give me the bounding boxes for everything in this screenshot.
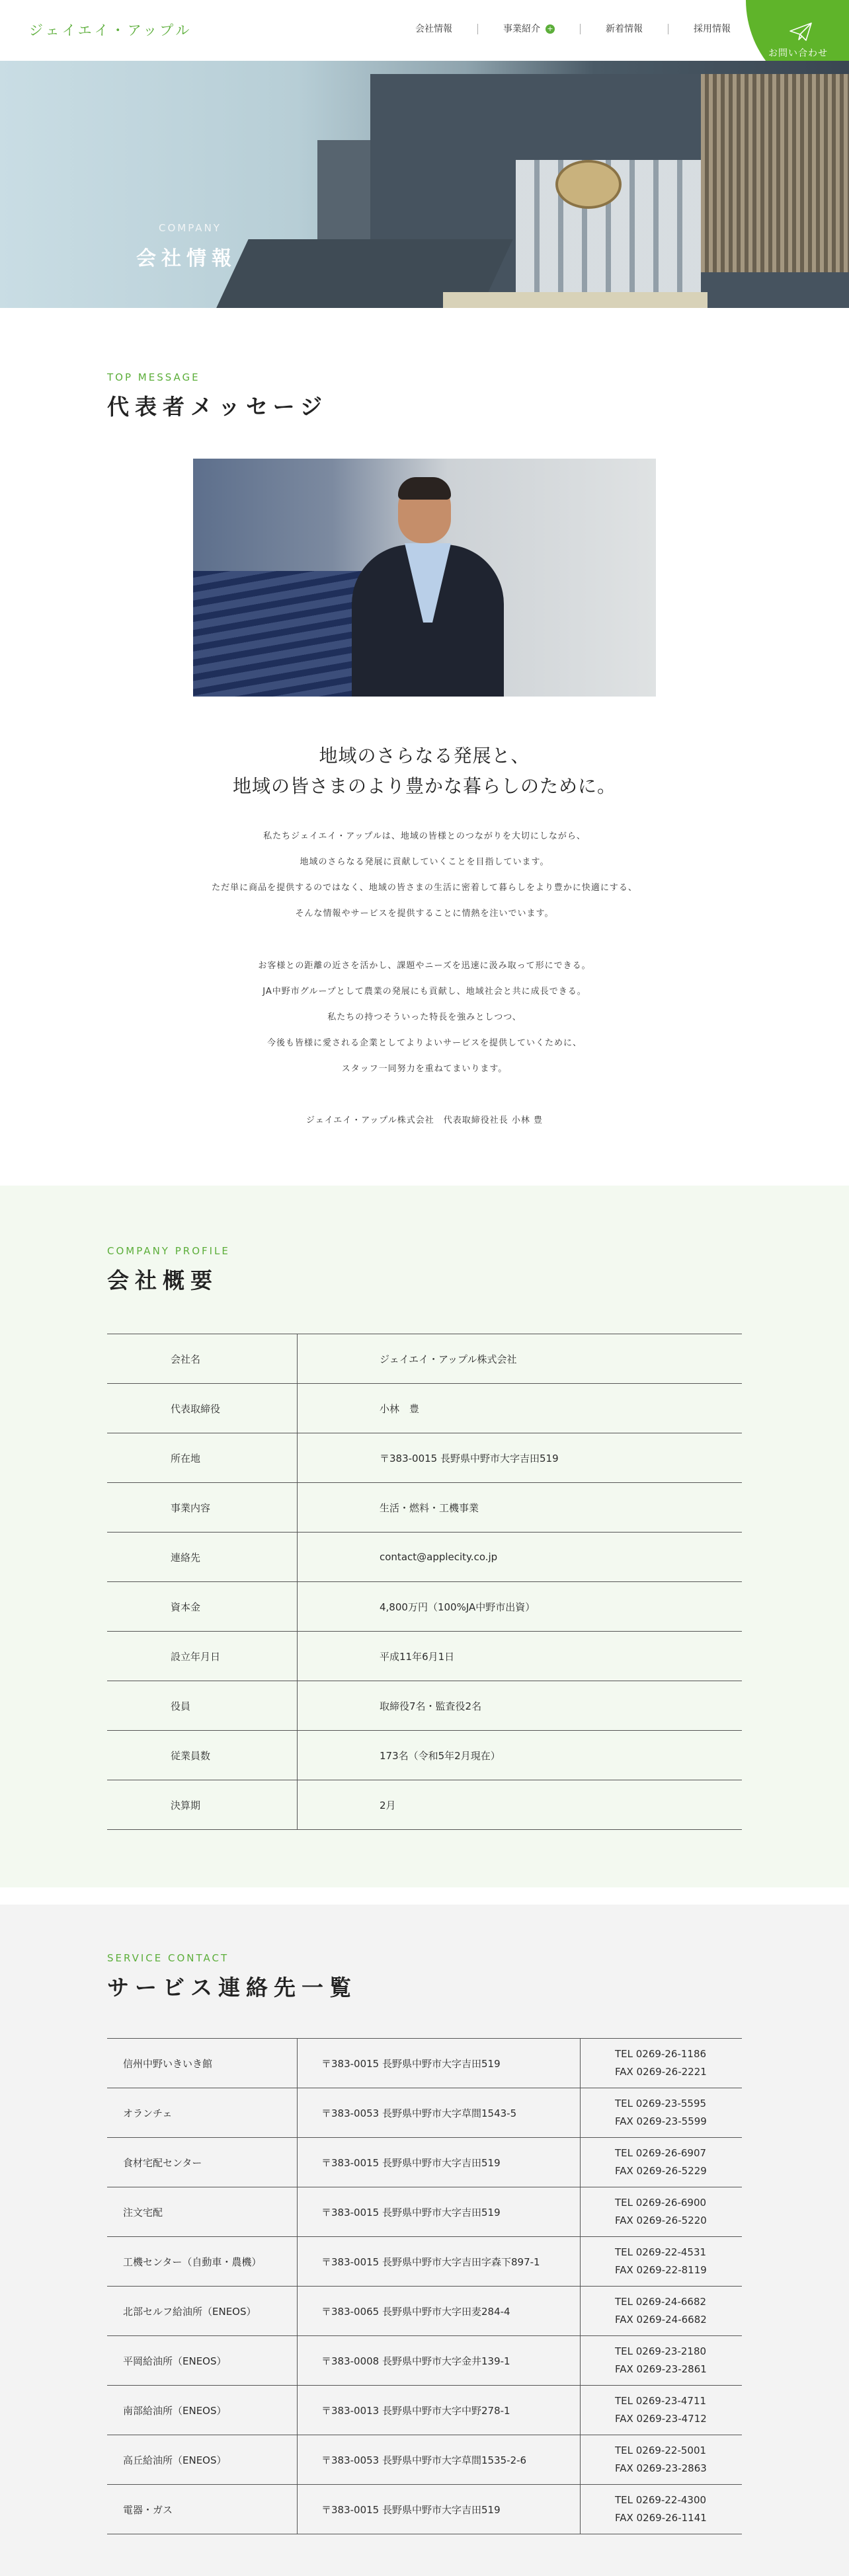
service-address: 〒383-0015 長野県中野市大字吉田519 [298, 2485, 581, 2534]
service-name: オランチェ [107, 2088, 298, 2137]
row-value: 取締役7名・監査役2名 [380, 1700, 482, 1712]
message-text: そんな情報やサービスを提供することに情熱を注いでいます。 [295, 909, 554, 919]
service-address: 〒383-0053 長野県中野市大字草間1535-2-6 [298, 2435, 581, 2484]
service-tel[interactable]: TEL 0269-22-4531 [615, 2246, 707, 2258]
message-signature: ジェイエイ・アップル株式会社 代表取締役社長 小林 豊 [305, 1116, 544, 1125]
table-row [107, 1582, 742, 1632]
row-key: 設立年月日 [107, 1632, 298, 1681]
service-name: 高丘給油所（ENEOS） [107, 2435, 298, 2484]
table-row [107, 1780, 742, 1830]
table-row [107, 2287, 742, 2336]
row-value: 小林 豊 [380, 1402, 420, 1415]
service-tel[interactable]: TEL 0269-22-5001 [615, 2444, 707, 2456]
global-nav [390, 24, 756, 34]
plus-icon: + [546, 24, 555, 34]
section-label-en: TOP MESSAGE [107, 371, 200, 383]
row-key: 従業員数 [107, 1731, 298, 1780]
nav-item-recruit[interactable] [668, 24, 756, 34]
service-address: 〒383-0065 長野県中野市大字田麦284-4 [298, 2287, 581, 2335]
service-name: 電器・ガス [107, 2485, 298, 2534]
row-key: 代表取締役 [107, 1384, 298, 1433]
service-tel[interactable]: TEL 0269-23-5595 [615, 2098, 707, 2109]
service-name: 南部給油所（ENEOS） [107, 2386, 298, 2435]
service-fax: FAX 0269-24-6682 [615, 2314, 707, 2326]
row-key: 決算期 [107, 1780, 298, 1829]
row-key: 事業内容 [107, 1483, 298, 1532]
row-value: 〒383-0015 長野県中野市大字吉田519 [380, 1452, 559, 1464]
service-table [107, 2038, 742, 2534]
message-text: 私たちジェイエイ・アップルは、地域の皆様とのつながりを大切にしながら、 [263, 831, 586, 841]
site-header [0, 0, 849, 61]
nav-label: 会社情報 [415, 24, 452, 34]
table-row [107, 2336, 742, 2386]
service-tel[interactable]: TEL 0269-23-2180 [615, 2345, 707, 2357]
service-fax: FAX 0269-23-2863 [615, 2462, 707, 2474]
nav-item-business[interactable] [477, 24, 580, 34]
message-text: スタッフ一同努力を重ねてまいります。 [341, 1064, 508, 1074]
section-label-en: COMPANY PROFILE [107, 1245, 230, 1257]
section-title: 会社概要 [107, 1268, 218, 1293]
service-contact-section [0, 1905, 849, 2576]
service-address: 〒383-0015 長野県中野市大字吉田519 [298, 2138, 581, 2187]
row-value: 生活・燃料・工機事業 [380, 1501, 479, 1514]
nav-label: 採用情報 [694, 24, 731, 34]
message-text: 私たちの持つそういった特長を強みとしつつ、 [327, 1012, 522, 1022]
section-title: 代表者メッセージ [107, 394, 329, 420]
service-name: 北部セルフ給油所（ENEOS） [107, 2287, 298, 2335]
service-fax: FAX 0269-26-1141 [615, 2512, 707, 2524]
nav-label: 事業紹介 [503, 24, 540, 34]
row-value: 平成11年6月1日 [380, 1650, 455, 1663]
service-name: 注文宅配 [107, 2187, 298, 2236]
table-row [107, 2138, 742, 2187]
service-fax: FAX 0269-22-8119 [615, 2264, 707, 2276]
service-tel[interactable]: TEL 0269-24-6682 [615, 2296, 707, 2308]
contact-label: お問い合わせ [768, 48, 828, 59]
table-row [107, 1334, 742, 1384]
top-message-section [0, 308, 849, 1186]
service-tel[interactable]: TEL 0269-26-1186 [615, 2048, 707, 2060]
table-row [107, 2435, 742, 2485]
service-name: 食材宅配センター [107, 2138, 298, 2187]
section-divider [0, 1887, 849, 1905]
service-fax: FAX 0269-26-5229 [615, 2165, 707, 2177]
nav-item-company[interactable] [390, 24, 477, 34]
service-address: 〒383-0008 長野県中野市大字金井139-1 [298, 2336, 581, 2385]
table-row [107, 1681, 742, 1731]
section-label-en: SERVICE CONTACT [107, 1952, 229, 1964]
nav-item-news[interactable] [580, 24, 668, 34]
row-value: 173名（令和5年2月現在） [380, 1749, 501, 1762]
service-fax: FAX 0269-23-5599 [615, 2115, 707, 2127]
service-tel[interactable]: TEL 0269-26-6907 [615, 2147, 707, 2159]
service-name: 平岡給油所（ENEOS） [107, 2336, 298, 2385]
message-lead-1: 地域のさらなる発展と、 [319, 745, 530, 767]
row-key: 資本金 [107, 1582, 298, 1631]
contact-email-link[interactable]: contact@applecity.co.jp [380, 1551, 498, 1563]
table-row [107, 1483, 742, 1533]
hero-title-en: COMPANY [159, 222, 222, 234]
service-tel[interactable]: TEL 0269-23-4711 [615, 2395, 707, 2407]
service-address: 〒383-0053 長野県中野市大字草間1543-5 [298, 2088, 581, 2137]
company-profile-section [0, 1186, 849, 1887]
service-address: 〒383-0015 長野県中野市大字吉田519 [298, 2187, 581, 2236]
table-row [107, 1731, 742, 1780]
nav-label: 新着情報 [606, 24, 643, 34]
table-row [107, 2088, 742, 2138]
service-fax: FAX 0269-23-2861 [615, 2363, 707, 2375]
paper-plane-icon [789, 22, 812, 41]
row-key: 役員 [107, 1681, 298, 1730]
section-title: サービス連絡先一覧 [107, 1975, 357, 2000]
row-key: 連絡先 [107, 1533, 298, 1581]
row-value: ジェイエイ・アップル株式会社 [380, 1353, 517, 1365]
message-text: お客様との距離の近さを活かし、課題やニーズを迅速に汲み取って形にできる。 [258, 961, 591, 971]
hero-banner-image [443, 292, 708, 308]
table-row [107, 1533, 742, 1582]
table-row [107, 2485, 742, 2534]
service-fax: FAX 0269-23-4712 [615, 2413, 707, 2425]
hero-louver-image [701, 74, 849, 272]
service-fax: FAX 0269-26-2221 [615, 2066, 707, 2078]
service-address: 〒383-0015 長野県中野市大字吉田字森下897-1 [298, 2237, 581, 2286]
message-text: 地域のさらなる発展に貢献していくことを目指しています。 [300, 857, 549, 867]
message-lead-2: 地域の皆さまのより豊かな暮らしのために。 [232, 775, 616, 797]
service-address: 〒383-0015 長野県中野市大字吉田519 [298, 2039, 581, 2088]
table-row [107, 1632, 742, 1681]
site-logo[interactable]: ジェイエイ・アップル [29, 22, 192, 38]
profile-table [107, 1334, 742, 1830]
message-text: 今後も皆様に愛される企業としてよりよいサービスを提供していくために、 [266, 1038, 582, 1048]
row-key: 所在地 [107, 1433, 298, 1482]
service-name: 信州中野いきいき館 [107, 2039, 298, 2088]
service-name: 工機センター（自動車・農機） [107, 2237, 298, 2286]
president-photo [193, 459, 656, 697]
service-address: 〒383-0013 長野県中野市大字中野278-1 [298, 2386, 581, 2435]
table-row [107, 1433, 742, 1483]
table-row [107, 2039, 742, 2088]
service-tel[interactable]: TEL 0269-22-4300 [615, 2494, 707, 2506]
table-row [107, 2386, 742, 2435]
hero-sign-image [555, 160, 622, 209]
page-title: 会社情報 [136, 247, 237, 270]
hero-banner [0, 61, 849, 308]
service-tel[interactable]: TEL 0269-26-6900 [615, 2197, 707, 2209]
service-fax: FAX 0269-26-5220 [615, 2215, 707, 2226]
message-text: ただ単に商品を提供するのではなく、地域の皆さまの生活に密着して暮らしをより豊かに快適にする、 [212, 883, 637, 893]
row-value: 2月 [380, 1799, 396, 1811]
message-text: JA中野市グループとして農業の発展にも貢献し、地域社会と共に成長できる。 [263, 987, 586, 997]
table-row [107, 1384, 742, 1433]
row-value: 4,800万円（100%JA中野市出資） [380, 1601, 536, 1613]
table-row [107, 2187, 742, 2237]
photo-hair [398, 477, 451, 500]
row-key: 会社名 [107, 1334, 298, 1383]
table-row [107, 2237, 742, 2287]
